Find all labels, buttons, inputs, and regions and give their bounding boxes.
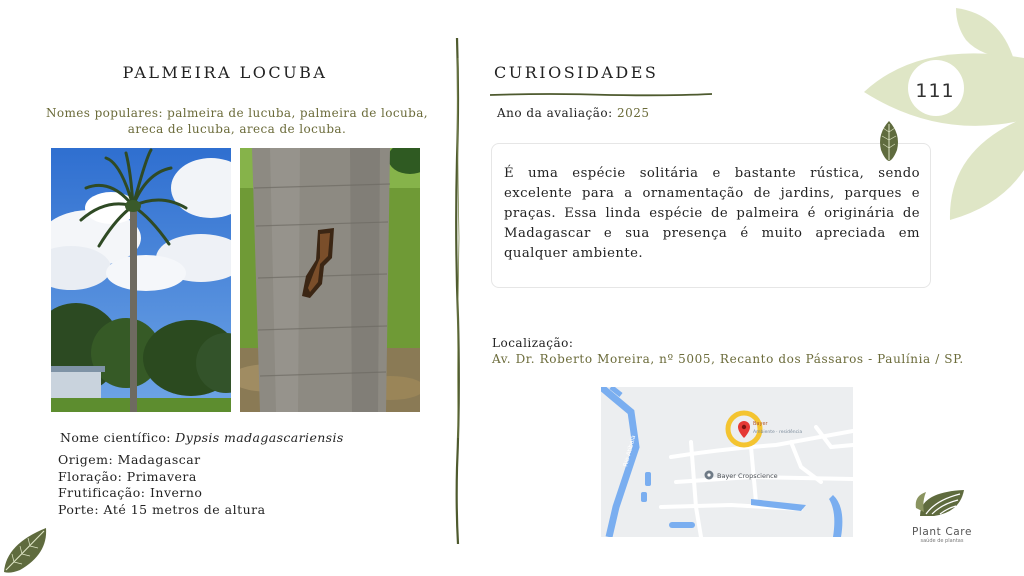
fact-size: Porte: Até 15 metros de altura bbox=[58, 501, 266, 517]
location-address: Av. Dr. Roberto Moreira, nº 5005, Recanto dos Pássaros - Paulínia / SP. bbox=[492, 352, 964, 366]
scientific-value: Dypsis madagascariensis bbox=[175, 430, 344, 445]
trunk-photo bbox=[240, 148, 420, 412]
location-map[interactable] bbox=[601, 387, 853, 537]
palm-tree-photo bbox=[51, 148, 231, 412]
title-underline bbox=[490, 84, 712, 92]
fact-flowering: Floração: Primavera bbox=[58, 468, 197, 484]
year-label: Ano da avaliação: bbox=[497, 106, 613, 120]
species-title: PALMEIRA LOCUBA bbox=[122, 63, 328, 82]
location-label: Localização: bbox=[492, 336, 574, 350]
logo-leaf-icon bbox=[912, 486, 972, 520]
map-place-secondary: Ambiente · residência bbox=[753, 430, 803, 435]
leaf-icon bbox=[877, 120, 901, 162]
fact-fruiting: Frutificação: Inverno bbox=[58, 485, 203, 500]
description-text: É uma espécie solitária e bastante rústica, sendo excelente para a ornamentação de jardins, parques e praças. Essa linda espécie de palmeira é originária de Madagascar e sua presença é muito apreciada em qualquer ambiente. bbox=[504, 166, 920, 261]
map-road-label: Rio Atibaia bbox=[622, 434, 638, 468]
leaf-icon bbox=[0, 524, 52, 576]
evaluation-year bbox=[497, 106, 650, 120]
leaf-decoration bbox=[860, 0, 1024, 222]
column-divider bbox=[452, 38, 464, 544]
logo-tagline: saúde de plantas bbox=[920, 538, 964, 544]
year-value: 2025 bbox=[616, 106, 650, 120]
place-pin-icon[interactable] bbox=[705, 471, 714, 480]
logo-name: Plant Care bbox=[911, 526, 973, 538]
section-title: CURIOSIDADES bbox=[494, 63, 659, 82]
plant-care-logo bbox=[900, 486, 984, 542]
scientific-label: Nome científico: bbox=[60, 430, 171, 445]
popular-names: Nomes populares: palmeira de lucuba, palmeira de locuba, areca de lucuba, areca de locuba. bbox=[46, 106, 428, 136]
fact-origin: Origem: Madagascar bbox=[58, 452, 201, 467]
page-number: 111 bbox=[915, 80, 955, 102]
map-place-primary: Bayer bbox=[753, 421, 768, 427]
map-place-label: Bayer Cropscience bbox=[717, 472, 778, 480]
scientific-name bbox=[60, 430, 344, 445]
facts-list bbox=[58, 452, 266, 518]
